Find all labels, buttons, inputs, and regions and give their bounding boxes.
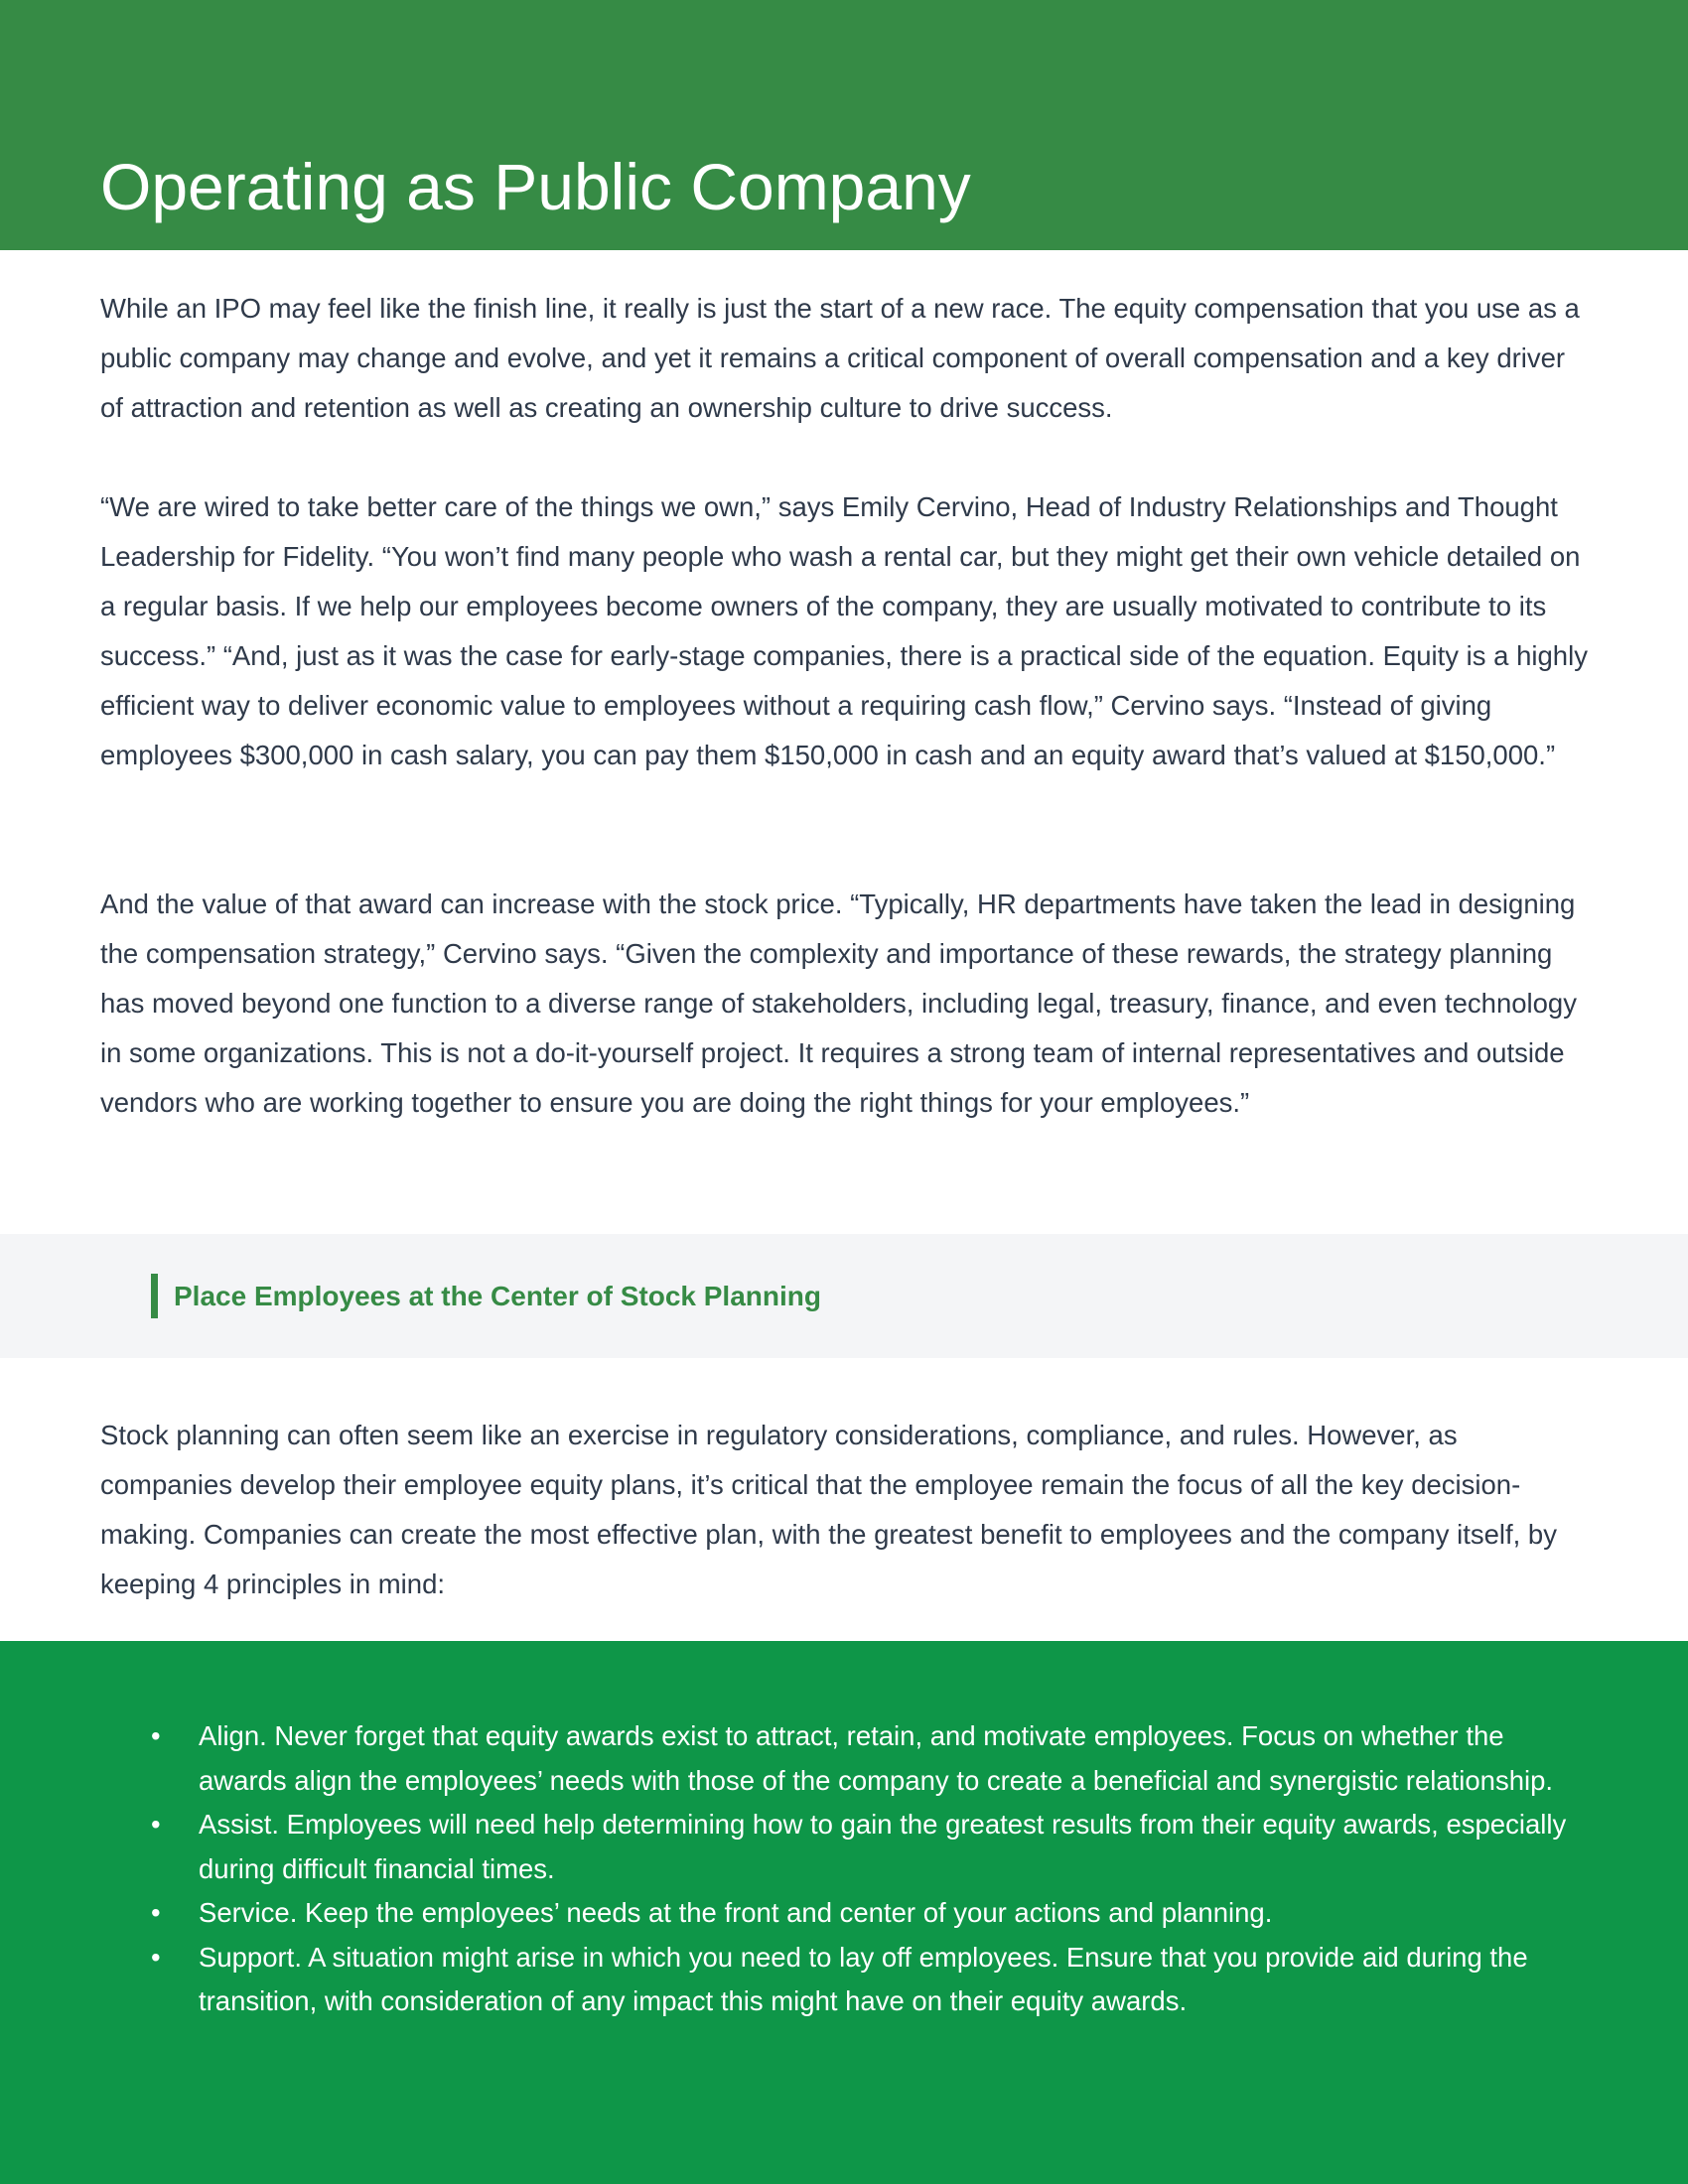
bullet-icon: • [151,1941,161,1973]
list-item [151,1936,1589,2024]
principle-align: Align. Never forget that equity awards exist to attract, retain, and motivate employees. Focus on whether the awards align the employees’ needs with those of the company to create a beneficial and synergistic relationship. [199,1720,1554,1796]
principle-support: Support. A situation might arise in which you need to lay off employees. Ensure that you provide aid during the transition, with consideration of any impact this might have on their equity awards. [199,1941,1528,2016]
list-item [151,1803,1589,1891]
bullet-icon: • [151,1720,161,1751]
list-item [151,1714,1589,1803]
section-intro-paragraph: Stock planning can often seem like an exercise in regulatory considerations, compliance, and rules. However, as companies develop their employee equity plans, it’s critical that the employee remain the focus of all the key decision-making. Companies can create the most effective plan, with the greatest benefit to employees and the company itself, by keeping 4 principles in mind: [100,1420,1557,1599]
page-title: Operating as Public Company [100,150,971,223]
principle-assist: Assist. Employees will need help determining how to gain the greatest results from their equity awards, especially during difficult financial times. [199,1809,1567,1884]
bullet-icon: • [151,1897,161,1928]
list-item [151,1891,1589,1936]
section-heading-accent-bar [151,1274,158,1318]
quote-paragraph: “We are wired to take better care of the things we own,” says Emily Cervino, Head of Industry Relationships and Thought Leadership for Fidelity. “You won’t find many people who wash a rental car, but they might get their own vehicle detailed on a regular basis. If we help our employees become owners of the company, they are usually motivated to contribute to its success.” “And, just as it was the case for early-stage companies, there is a practical side of the equation. Equity is a highly efficient way to deliver economic value to employees without a requiring cash flow,” Cervino says. “Instead of giving employees $300,000 in cash salary, you can pay them $150,000 in cash and an equity award that’s valued at $150,000.” [100,491,1588,770]
section-heading: Place Employees at the Center of Stock Planning [174,1281,821,1311]
strategy-paragraph: And the value of that award can increase with the stock price. “Typically, HR departments have taken the lead in designing the compensation strategy,” Cervino says. “Given the complexity and importance of these rewards, the strategy planning has moved beyond one function to a diverse range of stakeholders, including legal, treasury, finance, and even technology in some organizations. This is not a do-it-yourself project. It requires a strong team of internal representatives and outside vendors who are working together to ensure you are doing the right things for your employees.” [100,888,1577,1118]
bullet-icon: • [151,1809,161,1840]
intro-paragraph: While an IPO may feel like the finish line, it really is just the start of a new race. The equity compensation that you use as a public company may change and evolve, and yet it remains a critical component of overall compensation and a key driver of attraction and retention as well as creating an ownership culture to drive success. [100,293,1580,423]
header-band [0,0,1688,250]
principles-list [151,1714,1589,2024]
principle-service: Service. Keep the employees’ needs at the front and center of your actions and planning. [199,1897,1273,1928]
